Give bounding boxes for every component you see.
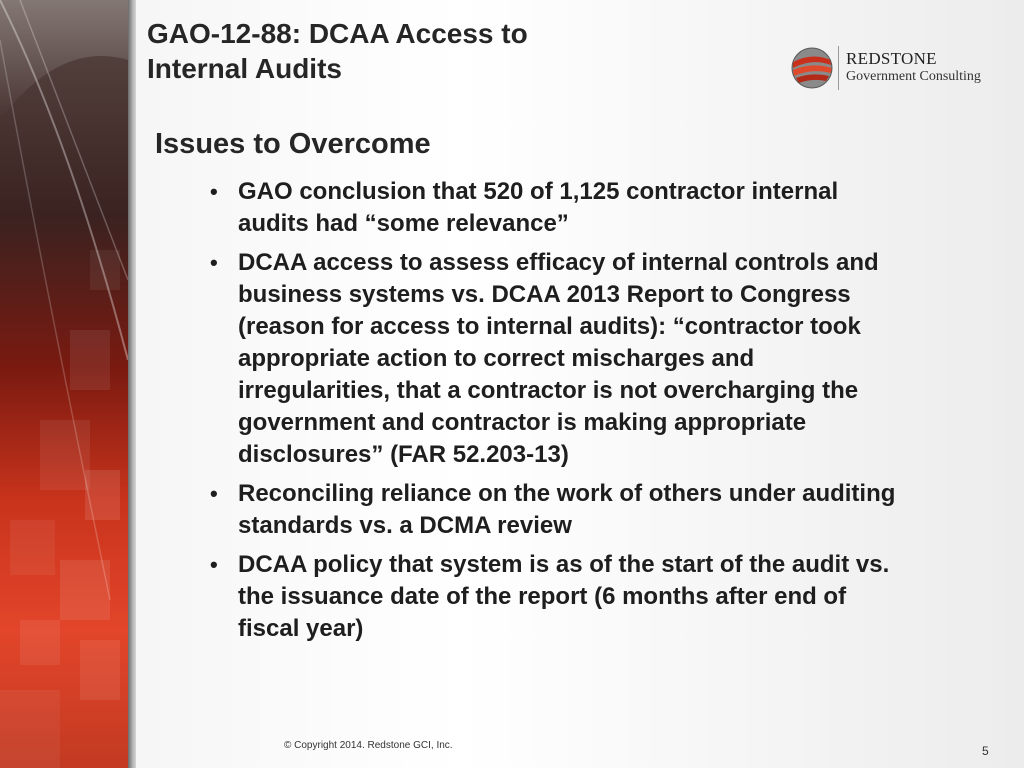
bullet-marker: • xyxy=(210,250,218,275)
logo-divider xyxy=(838,46,839,90)
side-decoration-panel xyxy=(0,0,128,768)
logo-subtitle: Government Consulting xyxy=(846,69,981,84)
redstone-logo xyxy=(790,44,1000,92)
bullet-item xyxy=(210,176,900,240)
side-divider xyxy=(128,0,136,768)
section-heading: Issues to Overcome xyxy=(155,128,431,160)
copyright-notice: © Copyright 2014. Redstone GCI, Inc. xyxy=(284,740,453,751)
bullet-marker: • xyxy=(210,179,218,204)
redstone-sphere-icon xyxy=(790,46,834,90)
bullet-item xyxy=(210,247,900,471)
bullet-text: GAO conclusion that 520 of 1,125 contractor internal audits had “some relevance” xyxy=(238,178,839,237)
logo-name: REDSTONE xyxy=(846,49,937,68)
bullet-marker: • xyxy=(210,552,218,577)
page-number: 5 xyxy=(982,744,989,758)
bullet-list xyxy=(210,176,900,652)
slide-title-line-1: GAO-12-88: DCAA Access to xyxy=(147,18,528,49)
bullet-marker: • xyxy=(210,481,218,506)
bullet-text: Reconciling reliance on the work of others under auditing standards vs. a DCMA review xyxy=(238,480,896,539)
slide-title-line-2: Internal Audits xyxy=(147,53,342,84)
bullet-item xyxy=(210,549,900,645)
bullet-item xyxy=(210,478,900,542)
bullet-text: DCAA policy that system is as of the start of the audit vs. the issuance date of the report (6 months after end of fiscal year) xyxy=(238,551,890,642)
slide-title xyxy=(147,16,707,86)
bullet-text: DCAA access to assess efficacy of internal controls and business systems vs. DCAA 2013 Report to Congress (reason for access to internal audits): “contractor took appropriate action to correct mischarges and irregularities, that a contractor is not overcharging the government and contractor is making appropriate disclosures” (FAR 52.203-13) xyxy=(238,249,879,468)
side-decoration-graphic xyxy=(0,0,128,768)
